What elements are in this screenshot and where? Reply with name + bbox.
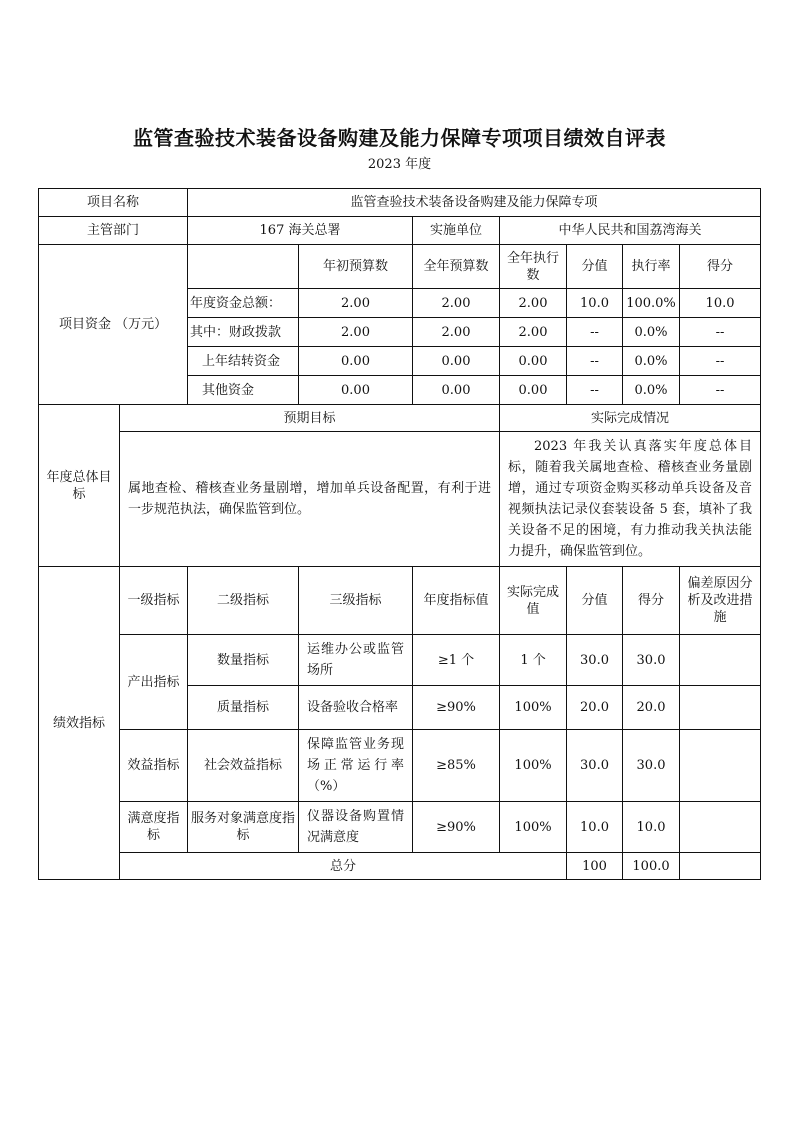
self-evaluation-table (38, 188, 761, 880)
funds-cell: 2.00 (413, 289, 500, 318)
funds-cell: -- (567, 347, 623, 376)
perf-level2: 服务对象满意度指标 (188, 802, 299, 853)
impl-label: 实施单位 (413, 217, 500, 245)
funds-cell: 0.00 (500, 376, 567, 405)
total-label: 总分 (120, 853, 567, 880)
funds-cell: 2.00 (500, 289, 567, 318)
funds-cell: -- (680, 347, 761, 376)
perf-header-level3: 三级指标 (299, 567, 413, 635)
funds-cell: 0.00 (413, 376, 500, 405)
perf-level1: 满意度指标 (120, 802, 188, 853)
funds-header-initial-budget: 年初预算数 (299, 245, 413, 289)
impl-value: 中华人民共和国荔湾海关 (500, 217, 761, 245)
goals-actual-header: 实际完成情况 (500, 405, 761, 432)
funds-row-label: 年度资金总额： (188, 289, 299, 318)
page-subtitle: 2023 年度 (367, 157, 432, 172)
page-title: 监管查验技术装备设备购建及能力保障专项项目绩效自评表 (133, 126, 666, 150)
funds-cell: -- (567, 376, 623, 405)
perf-header-score-value: 分值 (567, 567, 623, 635)
perf-header-level2: 二级指标 (188, 567, 299, 635)
funds-header-exec-rate: 执行率 (623, 245, 680, 289)
funds-header-annual-budget: 全年预算数 (413, 245, 500, 289)
perf-score: 10.0 (623, 802, 680, 853)
perf-actual: 100% (500, 802, 567, 853)
funds-row-label: 上年结转资金 (188, 347, 299, 376)
perf-score: 30.0 (623, 730, 680, 802)
perf-score-value: 30.0 (567, 635, 623, 686)
funds-row-label: 其中：财政拨款 (188, 318, 299, 347)
perf-score-value: 30.0 (567, 730, 623, 802)
funds-header-score-value: 分值 (567, 245, 623, 289)
perf-deviation (680, 802, 761, 853)
perf-target: ≥85% (413, 730, 500, 802)
perf-level3: 设备验收合格率 (299, 686, 413, 730)
perf-deviation (680, 635, 761, 686)
funds-cell: 2.00 (299, 318, 413, 347)
perf-score: 30.0 (623, 635, 680, 686)
total-score: 100.0 (623, 853, 680, 880)
total-score-value: 100 (567, 853, 623, 880)
funds-cell: 0.0% (623, 318, 680, 347)
funds-cell: -- (680, 376, 761, 405)
funds-cell: 0.00 (299, 376, 413, 405)
funds-cell: 100.0% (623, 289, 680, 318)
perf-header-score: 得分 (623, 567, 680, 635)
funds-cell: 10.0 (567, 289, 623, 318)
perf-header-deviation: 偏差原因分析及改进措施 (680, 567, 761, 635)
funds-header-blank (188, 245, 299, 289)
perf-level2: 社会效益指标 (188, 730, 299, 802)
project-name-value: 监管查验技术装备设备购建及能力保障专项 (188, 189, 761, 217)
perf-level3: 保障监管业务现场正常运行率（%） (299, 730, 413, 802)
goals-actual-text: 2023 年我关认真落实年度总体目标，随着我关属地查检、稽核查业务量剧增，通过专项资金购买移动单兵设备及音视频执法记录仪套装设备 5 套，填补了我关设备不足的困境，有力推动我关执法能力提升，确保监管到位。 (500, 432, 761, 567)
perf-deviation (680, 686, 761, 730)
perf-header-actual: 实际完成值 (500, 567, 567, 635)
perf-level2: 数量指标 (188, 635, 299, 686)
funds-header-annual-executed: 全年执行数 (500, 245, 567, 289)
perf-actual: 1 个 (500, 635, 567, 686)
perf-level1: 产出指标 (120, 635, 188, 730)
perf-target: ≥90% (413, 686, 500, 730)
perf-level1: 效益指标 (120, 730, 188, 802)
perf-actual: 100% (500, 686, 567, 730)
funds-cell: 0.00 (299, 347, 413, 376)
total-deviation (680, 853, 761, 880)
perf-header-level1: 一级指标 (120, 567, 188, 635)
perf-level2: 质量指标 (188, 686, 299, 730)
perf-level3: 运维办公或监管场所 (299, 635, 413, 686)
perf-target: ≥90% (413, 802, 500, 853)
project-name-label: 项目名称 (39, 189, 188, 217)
goals-expected-text: 属地查检、稽核查业务量剧增，增加单兵设备配置，有利于进一步规范执法，确保监管到位。 (120, 432, 500, 567)
funds-cell: -- (567, 318, 623, 347)
funds-cell: 0.00 (413, 347, 500, 376)
funds-cell: 0.0% (623, 347, 680, 376)
funds-cell: 10.0 (680, 289, 761, 318)
goals-expected-header: 预期目标 (120, 405, 500, 432)
perf-level3: 仪器设备购置情况满意度 (299, 802, 413, 853)
perf-score-value: 20.0 (567, 686, 623, 730)
dept-label: 主管部门 (39, 217, 188, 245)
perf-score-value: 10.0 (567, 802, 623, 853)
perf-score: 20.0 (623, 686, 680, 730)
funds-cell: 0.00 (500, 347, 567, 376)
funds-cell: 2.00 (500, 318, 567, 347)
perf-deviation (680, 730, 761, 802)
goals-label: 年度总体目标 (39, 405, 120, 567)
funds-header-score: 得分 (680, 245, 761, 289)
funds-label: 项目资金 （万元） (39, 245, 188, 405)
dept-value: 167 海关总署 (188, 217, 413, 245)
funds-cell: 2.00 (299, 289, 413, 318)
perf-actual: 100% (500, 730, 567, 802)
performance-label: 绩效指标 (39, 567, 120, 880)
funds-row-label: 其他资金 (188, 376, 299, 405)
funds-cell: 2.00 (413, 318, 500, 347)
perf-target: ≥1 个 (413, 635, 500, 686)
perf-header-target: 年度指标值 (413, 567, 500, 635)
funds-cell: 0.0% (623, 376, 680, 405)
funds-cell: -- (680, 318, 761, 347)
